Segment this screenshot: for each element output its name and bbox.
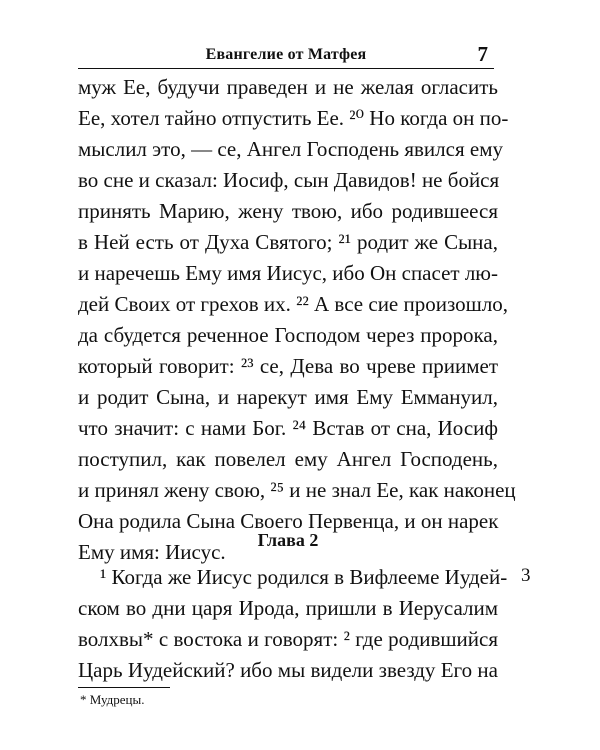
- text-line: Царь Иудейский? ибо мы видели звезду Его на: [78, 658, 498, 682]
- text-line: Она родила Сына Своего Первенца, и он нарек: [78, 509, 499, 533]
- text-line: мыслил это, — се, Ангел Господень явился ему: [78, 137, 503, 161]
- chapter-2-text: [78, 562, 508, 686]
- text-line: что значит: с нами Бог. ²⁴ Встав от сна, Иосиф: [78, 416, 498, 440]
- text-line: и наречешь Ему имя Иисус, ибо Он спасет лю-: [78, 261, 498, 285]
- text-line: да сбудется реченное Господом через пророка,: [78, 323, 498, 347]
- text-line: ¹ Когда же Иисус родился в Вифлееме Иудей-: [100, 565, 508, 589]
- footnote-divider: [78, 687, 170, 688]
- text-line: Ему имя: Иисус.: [78, 540, 226, 564]
- text-line: во сне и сказал: Иосиф, сын Давидов! не бойся: [78, 168, 500, 192]
- chapter-1-text: [78, 72, 516, 568]
- text-line: волхвы* с востока и говорят: ² где родившийся: [78, 627, 498, 651]
- text-line: и принял жену свою, ²⁵ и не знал Ее, как наконец: [78, 478, 516, 502]
- footnote: * Мудрецы.: [80, 692, 145, 707]
- text-line: и родит Сына, и нарекут имя Ему Еммануил,: [78, 385, 498, 409]
- chapter-heading: Глава 2: [257, 530, 319, 550]
- text-line: который говорит: ²³ се, Дева во чреве приимет: [78, 354, 498, 378]
- text-line: поступил, как повелел ему Ангел Господень,: [78, 447, 498, 471]
- text-line: дей Своих от грехов их. ²² А все сие произошло,: [78, 292, 509, 316]
- text-line: в Ней есть от Духа Святого; ²¹ родит же Сына,: [78, 230, 498, 254]
- margin-verse-number: 3: [521, 565, 531, 586]
- running-header: [78, 42, 494, 69]
- running-header-title: Евангелие от Матфея: [205, 46, 367, 63]
- page-number: 7: [477, 42, 488, 66]
- text-line: принять Марию, жену твою, ибо родившееся: [78, 199, 498, 223]
- text-line: ском во дни царя Ирода, пришли в Иерусалим: [78, 596, 498, 620]
- text-line: Ее, хотел тайно отпустить Ее. ²⁰ Но когда он по-: [78, 106, 509, 130]
- text-line: муж Ее, будучи праведен и не желая огласить: [78, 75, 498, 99]
